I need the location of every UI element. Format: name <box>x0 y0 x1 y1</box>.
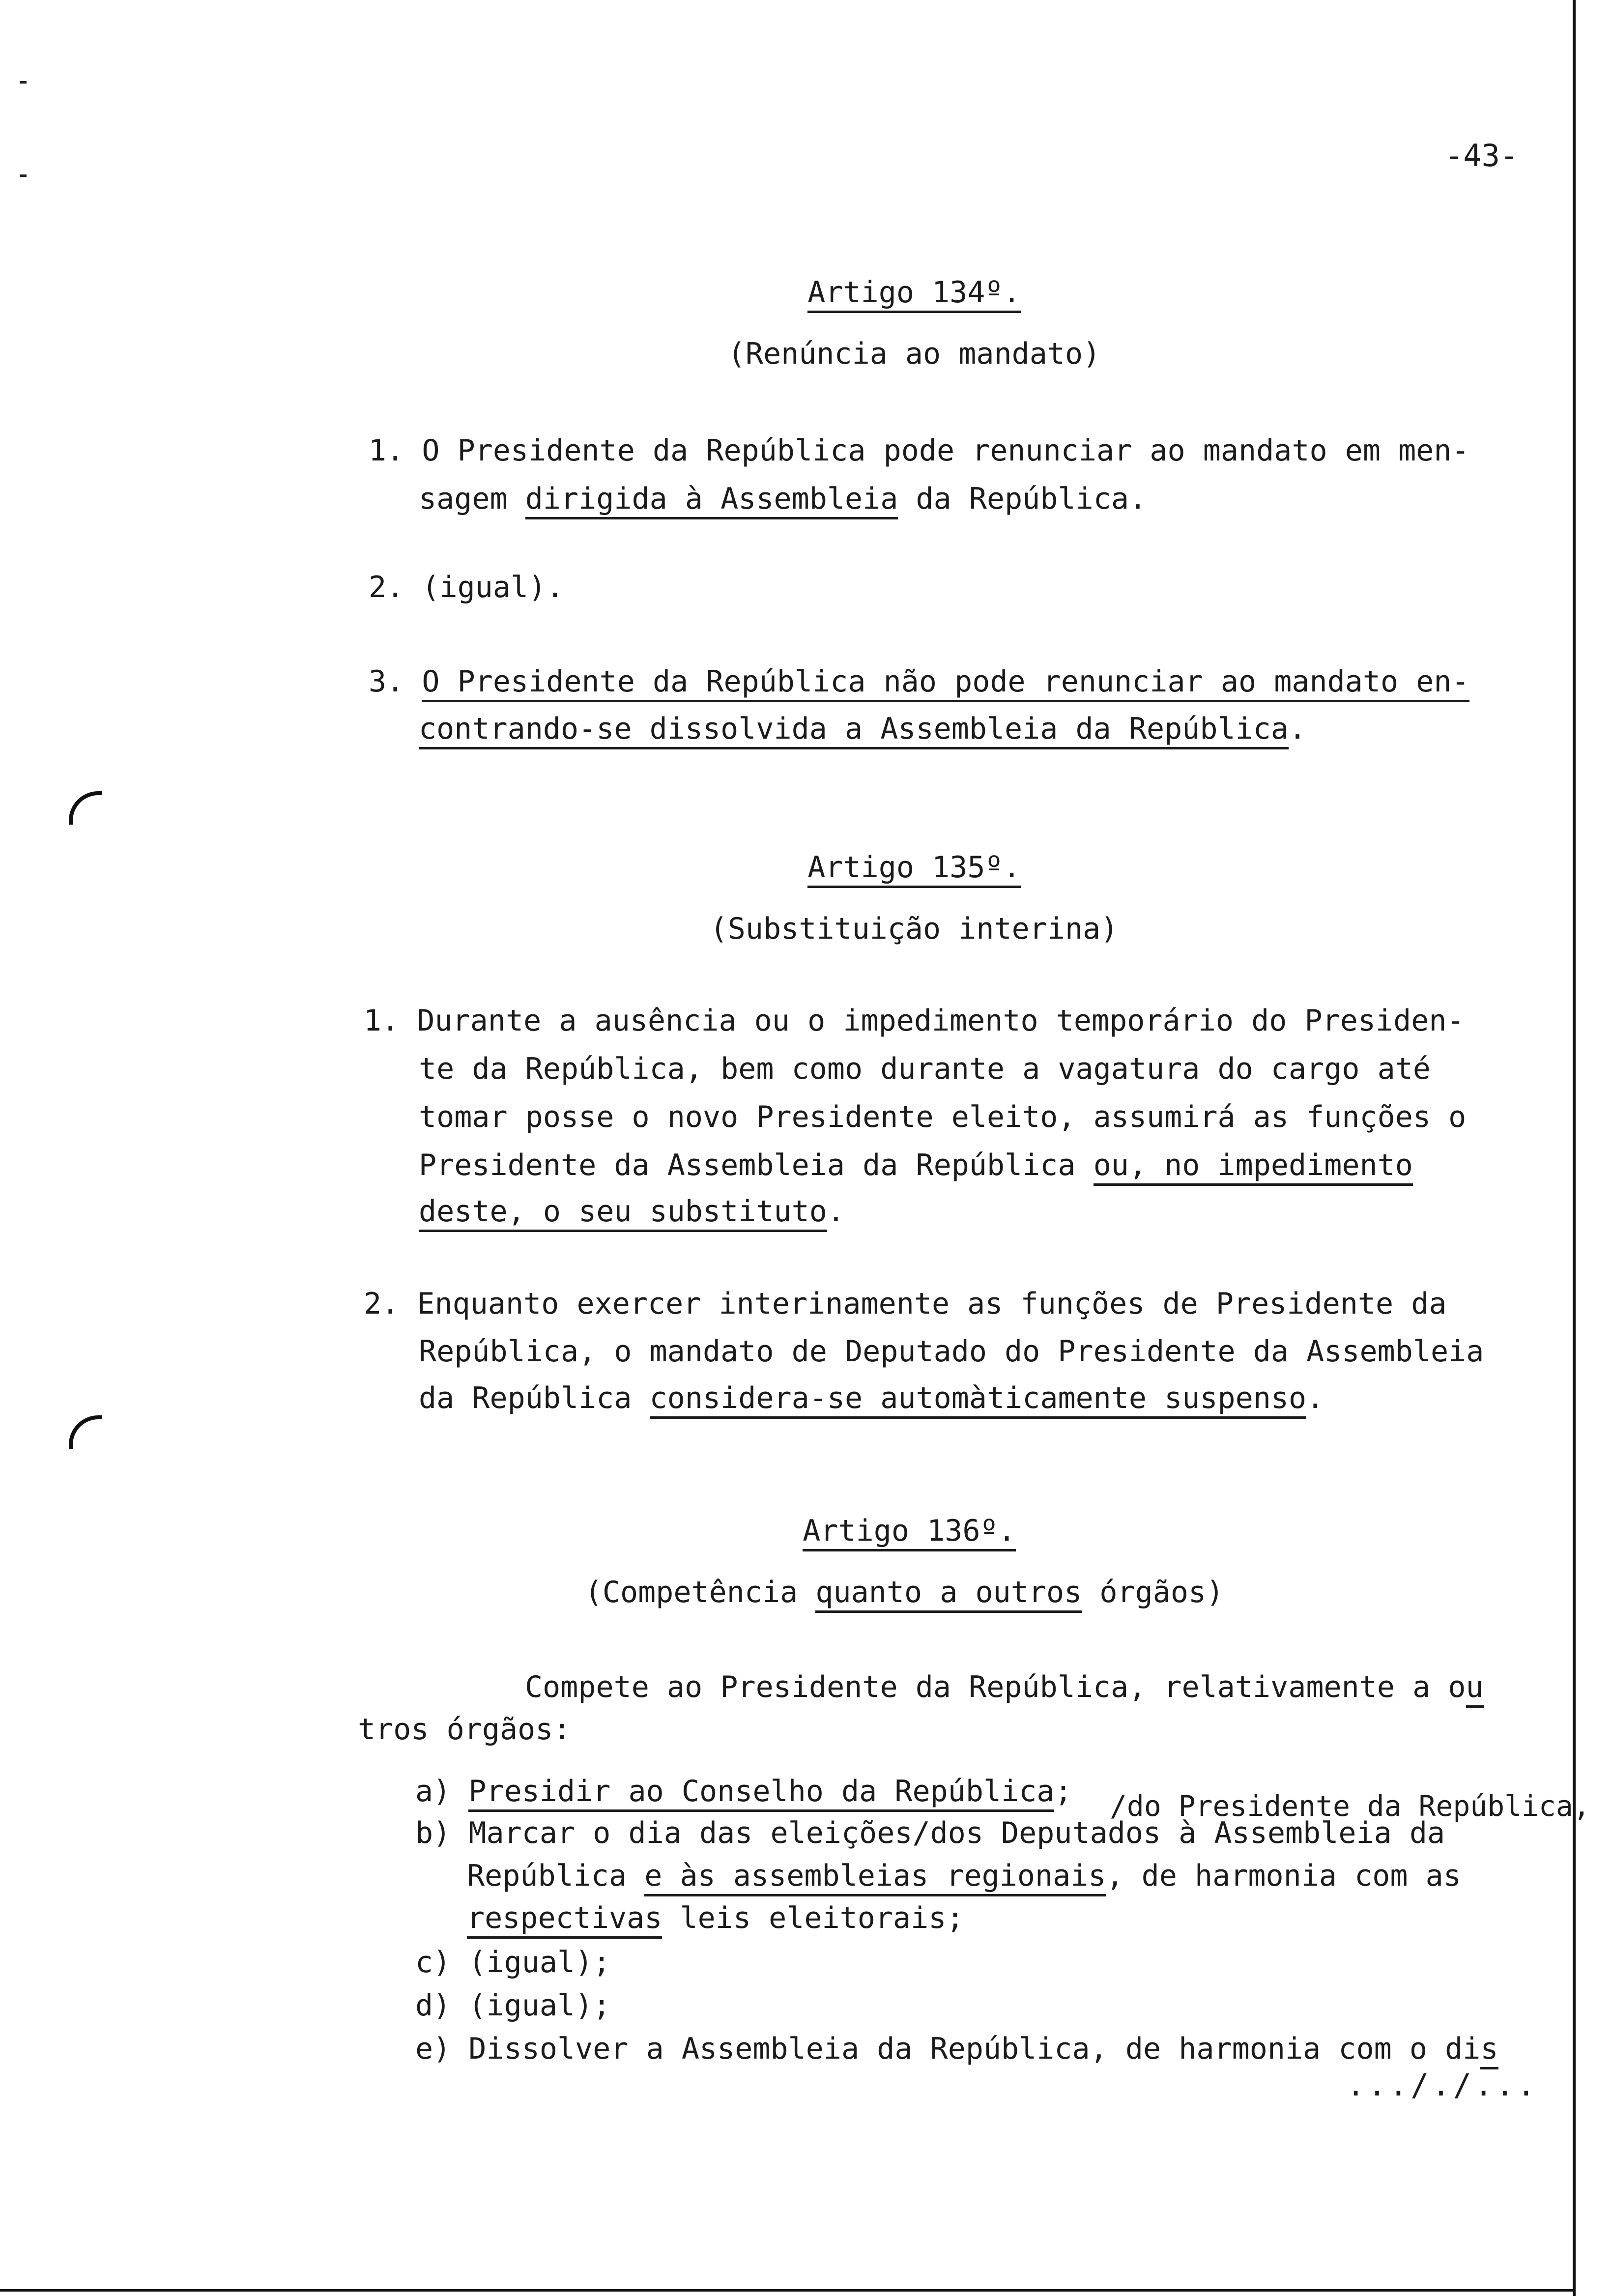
paragraph-line: 2. Enquanto exercer interinamente as funções de Presidente da <box>364 1287 1447 1321</box>
paragraph-line: deste, o seu substituto. <box>419 1189 845 1234</box>
page-edge-bottom <box>0 2289 1576 2292</box>
continuation-marker: ..././... <box>1347 2067 1538 2103</box>
paragraph-line: tros órgãos: <box>358 1712 571 1747</box>
paragraph-line: República e às assembleias regionais, de harmonia com as <box>467 1854 1461 1898</box>
paragraph-line: Compete ao Presidente da República, relativamente a ou <box>525 1665 1484 1709</box>
paragraph-line: te da República, bem como durante a vagatura do cargo até <box>419 1052 1431 1086</box>
paragraph-line: República, o mandato de Deputado do Presidente da Assembleia <box>419 1334 1484 1369</box>
article-subtitle: (Competência quanto a outros órgãos) <box>521 1570 1288 1614</box>
margin-tick <box>20 81 27 84</box>
paragraph-line: 1. O Presidente da República pode renunciar ao mandato em men- <box>369 433 1469 468</box>
punch-hole-mark-lower <box>69 1415 102 1449</box>
list-item: d) (igual); <box>415 1988 611 2023</box>
punch-hole-mark-upper <box>69 791 102 825</box>
list-item: c) (igual); <box>415 1945 611 1980</box>
article-title: Artigo 136º. <box>654 1509 1165 1553</box>
list-item: a) Presidir ao Conselho da República; <box>415 1769 1072 1813</box>
article-subtitle: (Renúncia ao mandato) <box>727 337 1101 371</box>
paragraph-line: 2. (igual). <box>369 570 564 604</box>
margin-tick <box>20 174 27 177</box>
page-number: -43- <box>1445 138 1519 173</box>
paragraph-line: tomar posse o novo Presidente eleito, assumirá as funções o <box>419 1100 1467 1134</box>
paragraph-line: 1. Durante a ausência ou o impedimento temporário do Presiden- <box>364 1004 1465 1038</box>
article-title: Artigo 135º. <box>659 845 1170 890</box>
paragraph-line: respectivas leis eleitorais; <box>467 1896 964 1940</box>
article-title: Artigo 134º. <box>659 270 1170 315</box>
list-item: e) Dissolver a Assembleia da República, de harmonia com o dis <box>415 2027 1498 2071</box>
page-edge-right <box>1573 0 1576 2296</box>
paragraph-line: 3. O Presidente da República não pode renunciar ao mandato en- <box>369 660 1469 704</box>
list-item: b) Marcar o dia das eleições/dos Deputados à Assembleia da <box>415 1816 1445 1850</box>
article-subtitle: (Substituição interina) <box>710 912 1119 946</box>
paragraph-line: contrando-se dissolvida a Assembleia da República. <box>419 707 1306 751</box>
paragraph-line: sagem dirigida à Assembleia da República. <box>419 477 1147 521</box>
handwritten-insertion: /do Presidente da República, <box>1110 1789 1590 1823</box>
paragraph-line: Presidente da Assembleia da República ou, no impedimento <box>419 1143 1413 1187</box>
paragraph-line: da República considera-se automàticamente suspenso. <box>419 1376 1324 1420</box>
